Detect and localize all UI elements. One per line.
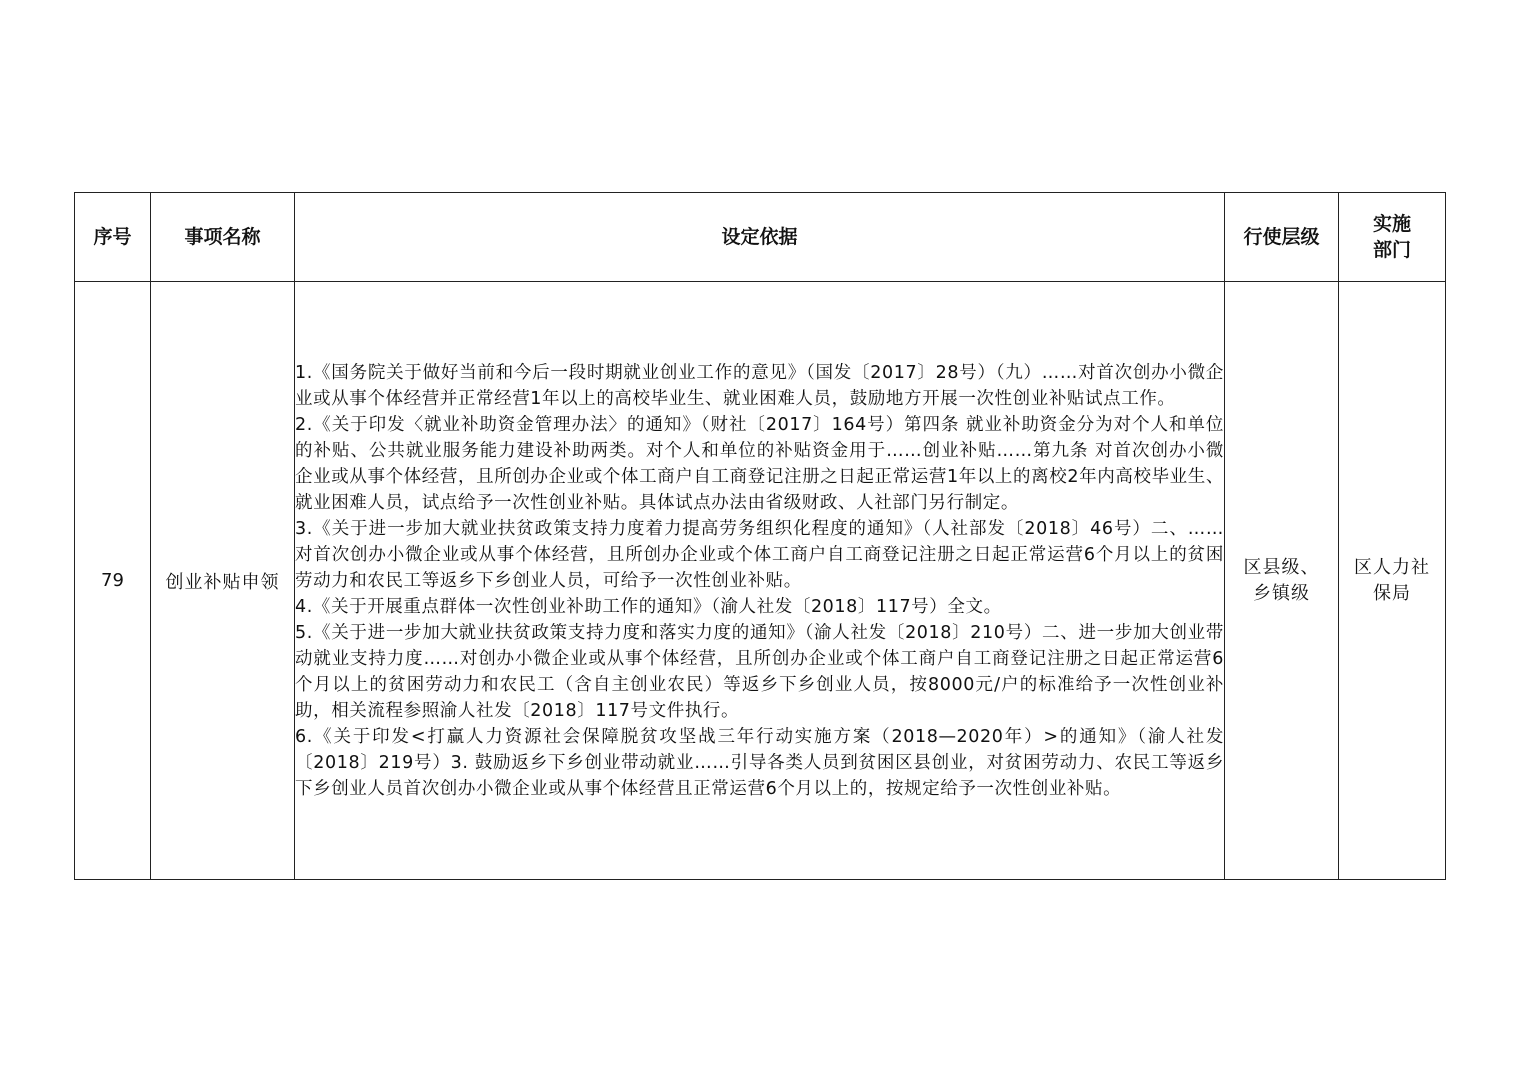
header-dept [1339,193,1446,282]
row-dept [1339,282,1446,880]
row-basis [295,282,1225,880]
row-dept-line1: 区人力社 [1354,556,1430,578]
header-basis: 设定依据 [295,193,1225,282]
header-item-name: 事项名称 [151,193,295,282]
policy-table [74,192,1446,880]
header-dept-line2: 部门 [1372,239,1411,261]
basis-item-1: 1.《国务院关于做好当前和今后一段时期就业创业工作的意见》（国发〔2017〕28号）（九）……对首次创办小微企业或从事个体经营并正常经营1年以上的高校毕业生、就业困难人员，鼓励地方开展一次性创业补贴试点工作。 [295,362,1224,409]
header-seq: 序号 [75,193,151,282]
table-header-row [75,193,1446,282]
row-seq: 79 [75,282,151,880]
basis-item-5: 5.《关于进一步加大就业扶贫政策支持力度和落实力度的通知》（渝人社发〔2018〕210号）二、进一步加大创业带动就业支持力度……对创办小微企业或从事个体经营，且所创办企业或个体工商户自工商登记注册之日起正常运营6个月以上的贫困劳动力和农民工（含自主创业农民）等返乡下乡创业人员，按8000元/户的标准给予一次性创业补助，相关流程参照渝人社发〔2018〕117号文件执行。 [295,622,1224,721]
row-level-line2: 乡镇级 [1253,582,1310,604]
table-row [75,282,1446,880]
row-level [1225,282,1339,880]
header-level: 行使层级 [1225,193,1339,282]
basis-item-4: 4.《关于开展重点群体一次性创业补助工作的通知》（渝人社发〔2018〕117号）全文。 [295,596,1002,617]
basis-item-2: 2.《关于印发〈就业补助资金管理办法〉的通知》（财社〔2017〕164号）第四条 就业补助资金分为对个人和单位的补贴、公共就业服务能力建设补助两类。对个人和单位的补贴资金用于……创业补贴……第九条 对首次创办小微企业或从事个体经营，且所创办企业或个体工商户自工商登记注册之日起正常运营1年以上的离校2年内高校毕业生、就业困难人员，试点给予一次性创业补贴。具体试点办法由省级财政、人社部门另行制定。 [295,414,1224,513]
row-dept-line2: 保局 [1373,582,1411,604]
basis-item-3: 3.《关于进一步加大就业扶贫政策支持力度着力提高劳务组织化程度的通知》（人社部发〔2018〕46号）二、……对首次创办小微企业或从事个体经营，且所创办企业或个体工商户自工商登记注册之日起正常运营6个月以上的贫困劳动力和农民工等返乡下乡创业人员，可给予一次性创业补贴。 [295,518,1224,591]
header-dept-line1: 实施 [1372,213,1411,235]
row-item-name: 创业补贴申领 [151,282,295,880]
basis-item-6: 6.《关于印发<打赢人力资源社会保障脱贫攻坚战三年行动实施方案（2018—2020年）>的通知》（渝人社发〔2018〕219号）3. 鼓励返乡下乡创业带动就业……引导各类人员到贫困区县创业，对贫困劳动力、农民工等返乡下乡创业人员首次创办小微企业或从事个体经营且正常运营6个月以上的，按规定给予一次性创业补贴。 [295,726,1224,799]
row-level-line1: 区县级、 [1243,556,1320,578]
